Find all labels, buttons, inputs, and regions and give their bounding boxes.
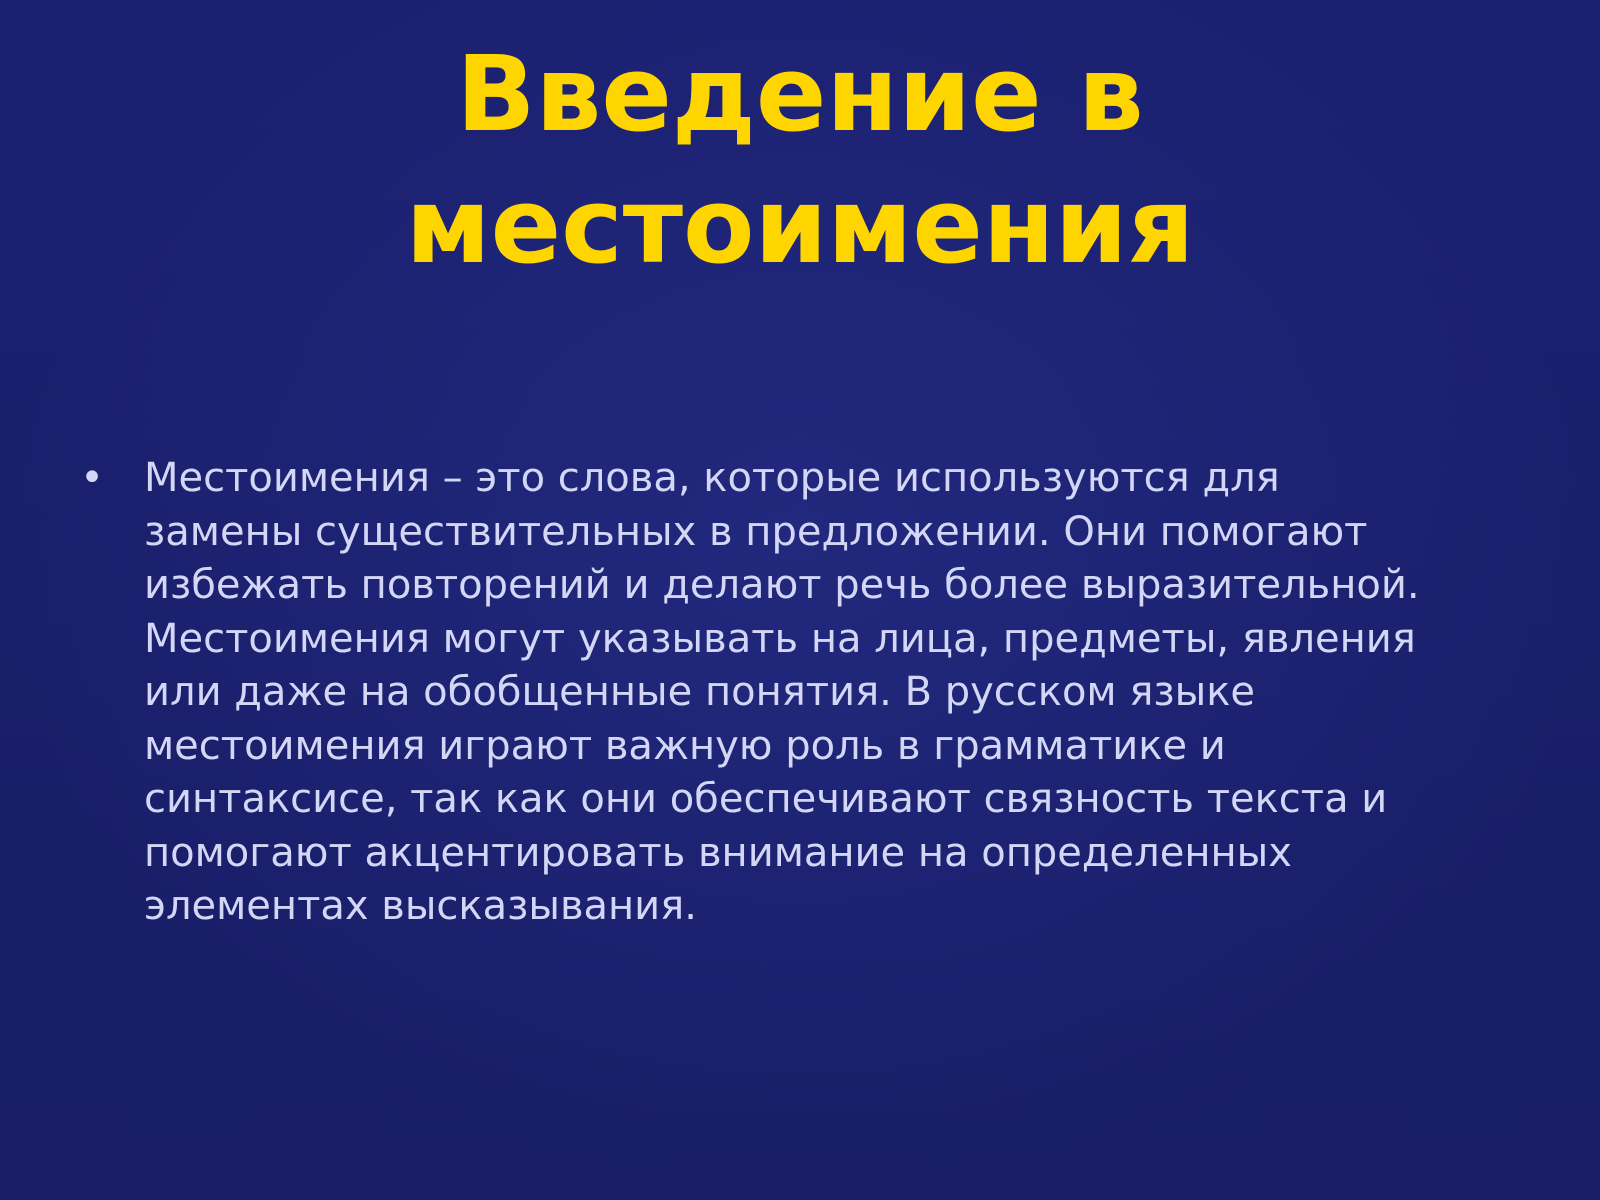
bullet-item xyxy=(80,452,1440,934)
slide-title-line-2: местоимения xyxy=(405,165,1195,287)
bullet-text: Местоимения – это слова, которые используются для замены существительных в предложении. Они помогают избежать повторений и делают речь более выразительной. Местоимения могут указывать на лица, предметы, явления или даже на обобщенные понятия. В русском языке местоимения играют важную роль в грамматике и синтаксисе, так как они обеспечивают связность текста и помогают акцентировать внимание на определенных элементах высказывания. xyxy=(144,455,1420,929)
bullet-icon: • xyxy=(80,455,104,501)
bullet-list xyxy=(80,452,1440,934)
slide-title-line-1: Введение в xyxy=(456,33,1144,155)
slide-title xyxy=(100,28,1500,292)
